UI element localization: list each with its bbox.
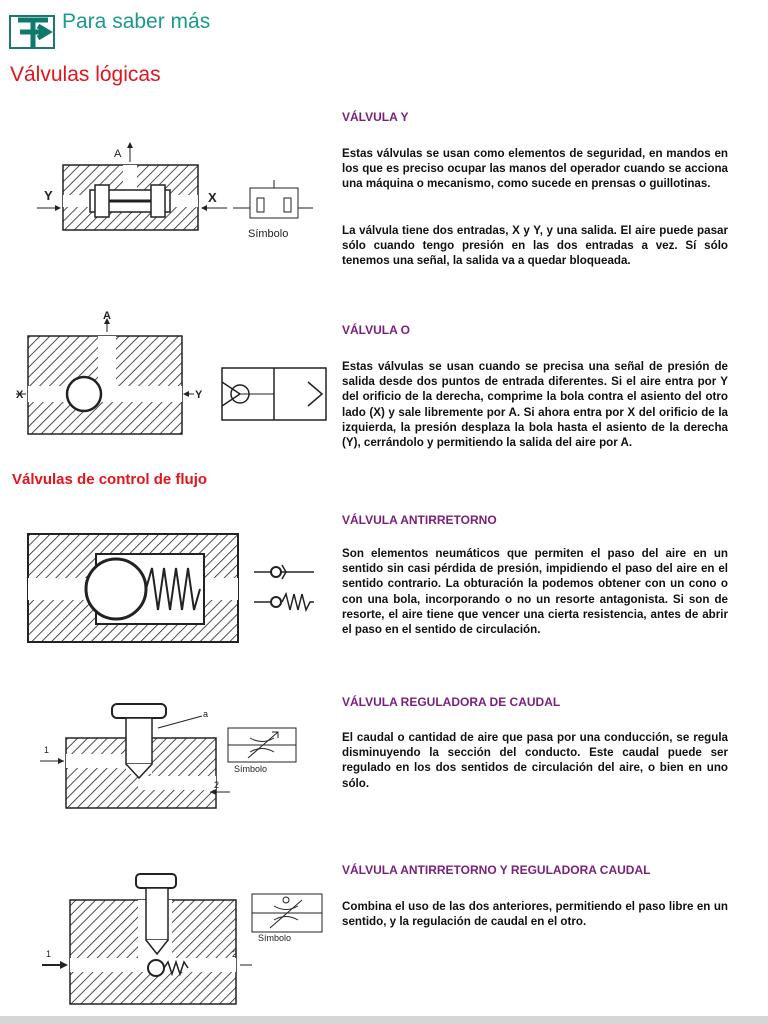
flow-label-1: 1 [44, 745, 50, 755]
and-label-symbol: Símbolo [248, 228, 289, 240]
or-label-y: Y [195, 389, 203, 401]
and-label-x: X [208, 190, 217, 205]
combo-label-1: 1 [46, 949, 52, 959]
or-label-x: X [16, 389, 24, 401]
or-label-a: A [103, 310, 111, 322]
header-title: Para saber más [62, 10, 211, 33]
flow-label-a: a [203, 709, 209, 719]
combo-label-2: 2 [232, 949, 238, 959]
heading-valvula-o: VÁLVULA O [342, 323, 410, 337]
paragraph-valvula-o-1: Estas válvulas se usan cuando se precisa una señal de presión de salida desde dos puntos de entrada diferentes. Si el aire entra por Y del orificio de la derecha, comprime la bola contra el asiento del otro lado (X) y sale libremente por A. Si ahora entra por X del orificio de la izquierda, la presión desplaza la bola hasta el asiento de la derecha (Y), cerrándolo y permitiendo la salida del aire por A. [342, 360, 728, 450]
flow-label-2: 2 [214, 780, 220, 790]
and-label-a: A [114, 148, 122, 160]
section-title-logic: Válvulas lógicas [10, 63, 161, 86]
heading-valvula-combo: VÁLVULA ANTIRRETORNO Y REGULADORA CAUDAL [342, 863, 651, 877]
paragraph-valvula-antirretorno-1: Son elementos neumáticos que permiten el paso del aire en un sentido sin casi pérdida de presión, impidiendo el paso del aire en el sentido contrario. La obturación la podemos obtener con un cono o con una bola, incorporando o no un resorte antagonista. Si son de resorte, el aire tiene que vencer una cierta resistencia, antes de abrir el paso en el sentido de circulación. [342, 547, 728, 637]
combo-label-symbol: Símbolo [258, 933, 292, 943]
paragraph-valvula-reguladora-1: El caudal o cantidad de aire que pasa por una conducción, se regula disminuyendo la sección del conducto. Este caudal puede ser regulado en los dos sentidos de circulación del aire, o bien en uno sólo. [342, 731, 728, 790]
section-title-flow: Válvulas de control de flujo [12, 471, 208, 488]
paragraph-valvula-y-1: Estas válvulas se usan como elementos de seguridad, en mandos en los que es preciso ocupar las manos del operador cuando se acciona una máquina o mecanismo, como sucede en prensas o guillotinas. [342, 147, 728, 191]
heading-valvula-y: VÁLVULA Y [342, 110, 409, 124]
and-valve-diagram [35, 140, 335, 250]
bottom-bar [0, 1016, 768, 1024]
heading-valvula-antirretorno: VÁLVULA ANTIRRETORNO [342, 513, 497, 527]
check-valve-diagram [24, 530, 324, 646]
or-valve-diagram [14, 312, 334, 437]
flow-regulator-diagram [38, 698, 328, 813]
heading-valvula-reguladora: VÁLVULA REGULADORA DE CAUDAL [342, 695, 561, 709]
and-label-y: Y [44, 188, 53, 203]
flow-label-symbol: Símbolo [234, 764, 268, 774]
paragraph-valvula-y-2: La válvula tiene dos entradas, X y Y, y una salida. El aire puede pasar sólo cuando tengo presión en las dos entradas a vez. Sí sólo tenemos una señal, la salida va a quedar bloqueada. [342, 224, 728, 268]
paragraph-valvula-combo-1: Combina el uso de las dos anteriores, permitiendo el paso libre en un sentido, y la regulación de caudal en el otro. [342, 900, 728, 929]
plus-arrow-logo-icon [8, 12, 60, 52]
